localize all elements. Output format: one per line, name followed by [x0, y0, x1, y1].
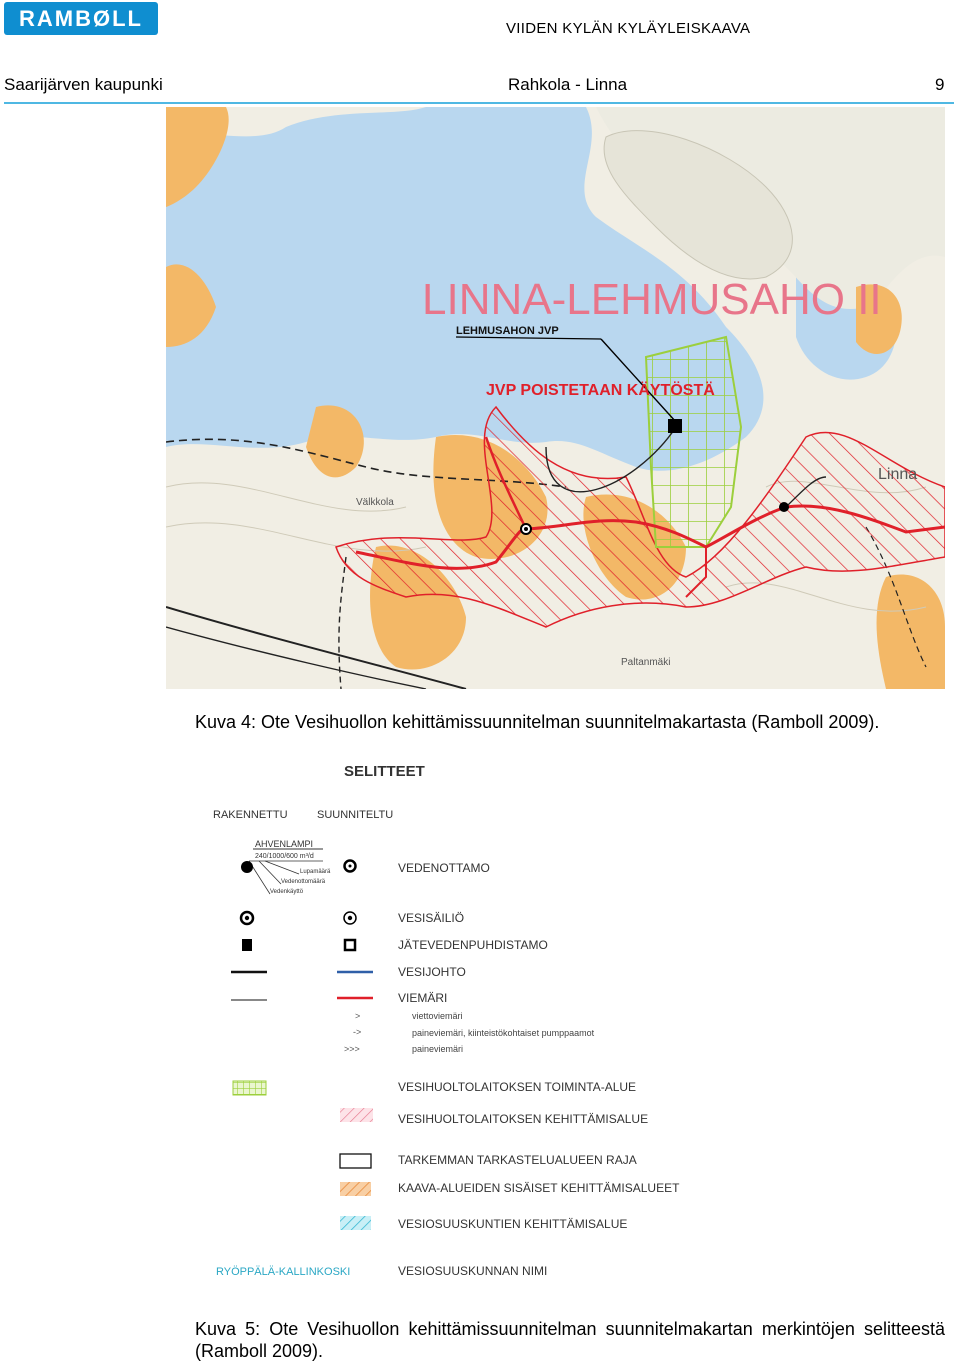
example-name: AHVENLAMPI — [255, 839, 314, 849]
coop-example: RYÖPPÄLÄ-KALLINKOSKI — [216, 1266, 351, 1278]
header-rule — [4, 102, 954, 104]
example-note-2: Vedenottomäärä — [281, 879, 326, 885]
legend-pressure: paineviemäri — [412, 1044, 464, 1054]
legend-reservoir: VESISÄILIÖ — [398, 911, 465, 925]
area-title: LINNA-LEHMUSAHO II — [422, 275, 882, 324]
legend-detail-border: TARKEMMAN TARKASTELUALUEEN RAJA — [398, 1153, 637, 1167]
legend-title: SELITTEET — [344, 763, 425, 780]
legend-coop-name: VESIOSUUSKUNNAN NIMI — [398, 1264, 548, 1278]
legend-gravity: viettoviemäri — [412, 1011, 463, 1021]
organization-name: Saarijärven kaupunki — [4, 75, 163, 94]
figure-5-caption: Kuva 5: Ote Vesihuollon kehittämissuunnitelman suunnitelmakartan merkintöjen selitteestä (Ramboll 2009). — [195, 1319, 945, 1361]
figure-4-caption: Kuva 4: Ote Vesihuollon kehittämissuunnitelman suunnitelmakartasta (Ramboll 2009). — [195, 712, 880, 732]
place-paltanmaki: Paltanmäki — [621, 657, 671, 668]
legend-treatment: JÄTEVEDENPUHDISTAMO — [398, 938, 548, 952]
example-note-1: Lupamäärä — [300, 869, 331, 875]
section-title: Rahkola - Linna — [508, 75, 628, 94]
map-legend — [195, 752, 725, 1297]
legend-coop-area: VESIOSUUSKUNTIEN KEHITTÄMISALUE — [398, 1217, 628, 1231]
treatment-planned-symbol — [345, 940, 355, 950]
legend-image — [195, 752, 725, 1297]
pressure-property-symbol: -> — [353, 1027, 362, 1037]
map-image — [166, 107, 945, 689]
intake-built-symbol — [241, 861, 253, 873]
page-number: 9 — [935, 75, 945, 94]
plant-label: LEHMUSAHON JVP — [456, 325, 559, 337]
place-valkkola: Välkkola — [356, 497, 394, 508]
example-note-3: Vedenkäyttö — [270, 889, 304, 895]
legend-development-area: VESIHUOLTOLAITOKSEN KEHITTÄMISALUE — [398, 1112, 649, 1126]
legend-sewer: VIEMÄRI — [398, 991, 448, 1005]
legend-col-built: RAKENNETTU — [213, 809, 288, 821]
legend-pressure-property: paineviemäri, kiinteistökohtaiset pumppaamot — [412, 1028, 595, 1038]
legend-col-planned: SUUNNITELTU — [317, 809, 394, 821]
gravity-symbol: > — [355, 1011, 361, 1021]
legend-plan-internal: KAAVA-ALUEIDEN SISÄISET KEHITTÄMISALUEET — [398, 1181, 680, 1195]
document-title: VIIDEN KYLÄN KYLÄYLEISKAAVA — [506, 20, 751, 37]
treatment-built-symbol — [242, 939, 252, 951]
ramboll-logo: RAMBØLL — [4, 2, 158, 35]
removal-note: JVP POISTETAAN KÄYTÖSTÄ — [486, 382, 715, 399]
legend-water-pipe: VESIJOHTO — [398, 965, 466, 979]
example-capacity: 240/1000/600 m³/d — [255, 853, 314, 860]
legend-intake: VEDENOTTAMO — [398, 861, 490, 875]
place-linna: Linna — [878, 466, 918, 483]
water-supply-plan-map — [166, 107, 945, 689]
legend-operating-area: VESIHUOLTOLAITOKSEN TOIMINTA-ALUE — [398, 1080, 637, 1094]
detail-border-symbol — [340, 1154, 371, 1168]
pressure-symbol: >>> — [344, 1044, 360, 1054]
